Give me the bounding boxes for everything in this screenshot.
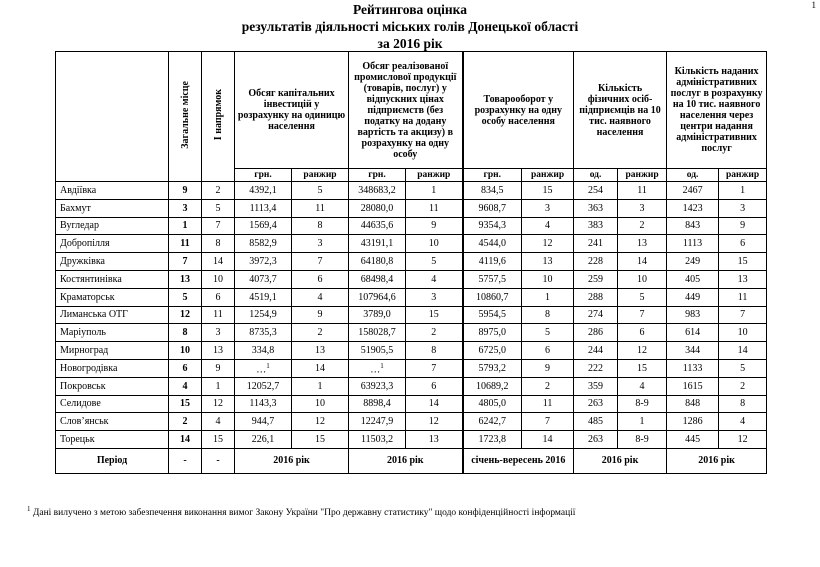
inv-value: 4073,7 (235, 270, 292, 288)
ind-value: 44635,6 (349, 217, 406, 235)
ind-value: 12247,9 (349, 413, 406, 431)
footnote-ref: 1 (380, 362, 384, 371)
tov-value: 6242,7 (463, 413, 522, 431)
ind-rank: 5 (406, 253, 463, 271)
period-direction: - (202, 448, 235, 473)
fop-value: 259 (574, 270, 618, 288)
ind-value: 3789,0 (349, 306, 406, 324)
footnote (27, 505, 575, 518)
tov-rank: 11 (522, 395, 574, 413)
ind-value: 64180,8 (349, 253, 406, 271)
table-row (56, 377, 767, 395)
adm-value: 1615 (667, 377, 719, 395)
table-row (56, 306, 767, 324)
unit-adm: од. (667, 169, 719, 182)
tov-value: 8975,0 (463, 324, 522, 342)
fop-rank: 4 (618, 377, 667, 395)
page-mark: 1 (811, 0, 816, 10)
overall-place: 1 (169, 217, 202, 235)
overall-place: 12 (169, 306, 202, 324)
unit-inv: грн. (235, 169, 292, 182)
tov-rank: 14 (522, 431, 574, 449)
city-name: Добропілля (56, 235, 169, 253)
ind-value: 8898,4 (349, 395, 406, 413)
tov-rank: 10 (522, 270, 574, 288)
ind-rank: 11 (406, 199, 463, 217)
city-name: Мирноград (56, 342, 169, 360)
unit-fop: од. (574, 169, 618, 182)
period-row (56, 448, 767, 473)
fop-rank: 5 (618, 288, 667, 306)
table-row (56, 199, 767, 217)
overall-place: 8 (169, 324, 202, 342)
city-name: Краматорськ (56, 288, 169, 306)
fop-rank: 12 (618, 342, 667, 360)
inv-value: 4519,1 (235, 288, 292, 306)
table-row (56, 288, 767, 306)
footnote-ref: 1 (266, 362, 270, 371)
tov-rank: 13 (522, 253, 574, 271)
adm-value: 2467 (667, 182, 719, 200)
fop-rank: 2 (618, 217, 667, 235)
adm-value: 445 (667, 431, 719, 449)
table-row (56, 217, 767, 235)
overall-place: 11 (169, 235, 202, 253)
adm-rank: 15 (719, 253, 767, 271)
header-turnover: Товарооборот у розрахунку на одну особу населення (463, 52, 574, 169)
inv-value: 334,8 (235, 342, 292, 360)
unit-ind: грн. (349, 169, 406, 182)
unit-inv-rank: ранжир (292, 169, 349, 182)
inv-rank: 1 (292, 377, 349, 395)
fop-value: 383 (574, 217, 618, 235)
city-name: Вугледар (56, 217, 169, 235)
period-overall: - (169, 448, 202, 473)
ind-value: 68498,4 (349, 270, 406, 288)
header-entrepreneurs: Кількість фізичних осіб-підприємців на 10 тис. наявного населення (574, 52, 667, 169)
header-city (56, 52, 169, 182)
period-label: Період (56, 448, 169, 473)
ind-rank: 6 (406, 377, 463, 395)
direction-place: 10 (202, 270, 235, 288)
direction-place: 3 (202, 324, 235, 342)
inv-value: 12052,7 (235, 377, 292, 395)
ind-value: 11503,2 (349, 431, 406, 449)
ind-rank: 3 (406, 288, 463, 306)
tov-rank: 8 (522, 306, 574, 324)
inv-value: 1143,3 (235, 395, 292, 413)
adm-value: 848 (667, 395, 719, 413)
adm-value: 344 (667, 342, 719, 360)
tov-rank: 3 (522, 199, 574, 217)
city-name: Торецьк (56, 431, 169, 449)
inv-value: 1113,4 (235, 199, 292, 217)
table-row (56, 235, 767, 253)
tov-value: 10860,7 (463, 288, 522, 306)
tov-value: 6725,0 (463, 342, 522, 360)
city-name: Новогродівка (56, 359, 169, 377)
ind-rank: 8 (406, 342, 463, 360)
table-row (56, 342, 767, 360)
direction-place: 11 (202, 306, 235, 324)
title-line-1: Рейтингова оцінка (352, 2, 468, 17)
tov-value: 9608,7 (463, 199, 522, 217)
fop-value: 485 (574, 413, 618, 431)
ind-rank: 2 (406, 324, 463, 342)
city-name: Дружківка (56, 253, 169, 271)
adm-value: 249 (667, 253, 719, 271)
fop-rank: 3 (618, 199, 667, 217)
table-row (56, 182, 767, 200)
tov-rank: 5 (522, 324, 574, 342)
inv-value: 8735,3 (235, 324, 292, 342)
adm-rank: 11 (719, 288, 767, 306)
fop-value: 244 (574, 342, 618, 360)
unit-fop-rank: ранжир (618, 169, 667, 182)
overall-place: 5 (169, 288, 202, 306)
overall-place: 14 (169, 431, 202, 449)
inv-rank: 6 (292, 270, 349, 288)
period-industry: 2016 рік (349, 448, 463, 473)
adm-rank: 10 (719, 324, 767, 342)
table-row (56, 413, 767, 431)
fop-value: 263 (574, 395, 618, 413)
fop-value: 228 (574, 253, 618, 271)
city-name: Селидове (56, 395, 169, 413)
ind-value: 158028,7 (349, 324, 406, 342)
overall-place: 15 (169, 395, 202, 413)
tov-rank: 6 (522, 342, 574, 360)
overall-place: 2 (169, 413, 202, 431)
table-row (56, 359, 767, 377)
fop-value: 263 (574, 431, 618, 449)
adm-rank: 3 (719, 199, 767, 217)
adm-rank: 14 (719, 342, 767, 360)
ind-rank: 4 (406, 270, 463, 288)
fop-rank: 10 (618, 270, 667, 288)
adm-value: 1133 (667, 359, 719, 377)
adm-value: 1423 (667, 199, 719, 217)
fop-rank: 6 (618, 324, 667, 342)
city-name: Бахмут (56, 199, 169, 217)
tov-rank: 4 (522, 217, 574, 235)
ind-value: …$^1$ (349, 359, 406, 377)
city-name: Покровськ (56, 377, 169, 395)
adm-rank: 13 (719, 270, 767, 288)
adm-value: 983 (667, 306, 719, 324)
fop-value: 254 (574, 182, 618, 200)
period-investments: 2016 рік (235, 448, 349, 473)
tov-rank: 15 (522, 182, 574, 200)
tov-rank: 9 (522, 359, 574, 377)
ind-value: 348683,2 (349, 182, 406, 200)
inv-rank: 14 (292, 359, 349, 377)
adm-rank: 2 (719, 377, 767, 395)
inv-rank: 7 (292, 253, 349, 271)
inv-value: 226,1 (235, 431, 292, 449)
adm-rank: 7 (719, 306, 767, 324)
direction-place: 7 (202, 217, 235, 235)
ind-rank: 10 (406, 235, 463, 253)
inv-rank: 9 (292, 306, 349, 324)
title-line-3: за 2016 рік (377, 36, 443, 51)
tov-value: 5793,2 (463, 359, 522, 377)
ind-rank: 1 (406, 182, 463, 200)
unit-ind-rank: ранжир (406, 169, 463, 182)
period-admin: 2016 рік (667, 448, 767, 473)
tov-value: 4544,0 (463, 235, 522, 253)
direction-place: 1 (202, 377, 235, 395)
unit-adm-rank: ранжир (719, 169, 767, 182)
table-row (56, 253, 767, 271)
ind-value: 51905,5 (349, 342, 406, 360)
direction-place: 14 (202, 253, 235, 271)
city-name: Лиманська ОТГ (56, 306, 169, 324)
direction-place: 9 (202, 359, 235, 377)
inv-rank: 11 (292, 199, 349, 217)
tov-rank: 2 (522, 377, 574, 395)
adm-value: 1286 (667, 413, 719, 431)
tov-value: 5954,5 (463, 306, 522, 324)
overall-place: 3 (169, 199, 202, 217)
ind-value: 63923,3 (349, 377, 406, 395)
fop-value: 241 (574, 235, 618, 253)
fop-value: 363 (574, 199, 618, 217)
ind-rank: 14 (406, 395, 463, 413)
period-entrepreneurs: 2016 рік (574, 448, 667, 473)
overall-place: 10 (169, 342, 202, 360)
inv-rank: 13 (292, 342, 349, 360)
city-name: Слов’янськ (56, 413, 169, 431)
fop-rank: 8-9 (618, 431, 667, 449)
tov-value: 4119,6 (463, 253, 522, 271)
period-turnover: січень-вересень 2016 (463, 448, 574, 473)
inv-value: …$^1$ (235, 359, 292, 377)
unit-tov: грн. (463, 169, 522, 182)
header-industry: Обсяг реалізованої промислової продукції (товарів, послуг) у відпускних цінах підприємств (без податку на додану вартість та акцизу) в розрахунку на одну особу (349, 52, 463, 169)
inv-value: 4392,1 (235, 182, 292, 200)
overall-place: 6 (169, 359, 202, 377)
tov-rank: 7 (522, 413, 574, 431)
tov-value: 9354,3 (463, 217, 522, 235)
table-row (56, 270, 767, 288)
overall-place: 9 (169, 182, 202, 200)
inv-rank: 3 (292, 235, 349, 253)
tov-rank: 12 (522, 235, 574, 253)
rating-table (55, 51, 767, 474)
inv-value: 3972,3 (235, 253, 292, 271)
fop-rank: 15 (618, 359, 667, 377)
ind-value: 28080,0 (349, 199, 406, 217)
adm-rank: 9 (719, 217, 767, 235)
header-overall: Загальне місце (169, 52, 202, 182)
tov-value: 1723,8 (463, 431, 522, 449)
direction-place: 6 (202, 288, 235, 306)
direction-place: 8 (202, 235, 235, 253)
inv-rank: 15 (292, 431, 349, 449)
overall-place: 7 (169, 253, 202, 271)
tov-value: 5757,5 (463, 270, 522, 288)
adm-rank: 5 (719, 359, 767, 377)
header-row (56, 52, 767, 169)
fop-rank: 7 (618, 306, 667, 324)
fop-rank: 8-9 (618, 395, 667, 413)
inv-rank: 10 (292, 395, 349, 413)
ind-rank: 13 (406, 431, 463, 449)
direction-place: 4 (202, 413, 235, 431)
inv-rank: 2 (292, 324, 349, 342)
ind-rank: 9 (406, 217, 463, 235)
inv-rank: 5 (292, 182, 349, 200)
header-investments: Обсяг капітальних інвестицій у розрахунку на одиницю населення (235, 52, 349, 169)
inv-rank: 4 (292, 288, 349, 306)
table-row (56, 395, 767, 413)
tov-rank: 1 (522, 288, 574, 306)
inv-rank: 8 (292, 217, 349, 235)
adm-rank: 6 (719, 235, 767, 253)
fop-value: 222 (574, 359, 618, 377)
fop-value: 288 (574, 288, 618, 306)
adm-rank: 1 (719, 182, 767, 200)
ind-value: 107964,6 (349, 288, 406, 306)
city-name: Авдіївка (56, 182, 169, 200)
direction-place: 5 (202, 199, 235, 217)
city-name: Костянтинівка (56, 270, 169, 288)
city-name: Маріуполь (56, 324, 169, 342)
tov-value: 834,5 (463, 182, 522, 200)
overall-place: 13 (169, 270, 202, 288)
fop-value: 274 (574, 306, 618, 324)
footnote-mark: 1 (27, 505, 31, 513)
header-admin: Кількість наданих адміністративних послуг в розрахунку на 10 тис. наявного населення через центри надання адміністративних послуг (667, 52, 767, 169)
table-row (56, 431, 767, 449)
adm-value: 449 (667, 288, 719, 306)
adm-rank: 4 (719, 413, 767, 431)
ind-rank: 7 (406, 359, 463, 377)
tov-value: 10689,2 (463, 377, 522, 395)
fop-rank: 11 (618, 182, 667, 200)
direction-place: 13 (202, 342, 235, 360)
tov-value: 4805,0 (463, 395, 522, 413)
adm-rank: 12 (719, 431, 767, 449)
inv-value: 1254,9 (235, 306, 292, 324)
inv-rank: 12 (292, 413, 349, 431)
adm-value: 1113 (667, 235, 719, 253)
inv-value: 8582,9 (235, 235, 292, 253)
header-direction: І напрямок (202, 52, 235, 182)
direction-place: 2 (202, 182, 235, 200)
fop-rank: 1 (618, 413, 667, 431)
adm-value: 843 (667, 217, 719, 235)
fop-rank: 14 (618, 253, 667, 271)
overall-place: 4 (169, 377, 202, 395)
inv-value: 944,7 (235, 413, 292, 431)
inv-value: 1569,4 (235, 217, 292, 235)
fop-value: 286 (574, 324, 618, 342)
unit-tov-rank: ранжир (522, 169, 574, 182)
footnote-text: Дані вилучено з метою забезпечення виконання вимог Закону України "Про державну статистику" щодо конфіденційності інформації (30, 508, 576, 519)
title-line-2: результатів діяльності міських голів Донецької області (241, 19, 579, 34)
ind-value: 43191,1 (349, 235, 406, 253)
adm-value: 614 (667, 324, 719, 342)
ind-rank: 15 (406, 306, 463, 324)
adm-rank: 8 (719, 395, 767, 413)
adm-value: 405 (667, 270, 719, 288)
direction-place: 12 (202, 395, 235, 413)
fop-rank: 13 (618, 235, 667, 253)
ind-rank: 12 (406, 413, 463, 431)
fop-value: 359 (574, 377, 618, 395)
direction-place: 15 (202, 431, 235, 449)
table-row (56, 324, 767, 342)
